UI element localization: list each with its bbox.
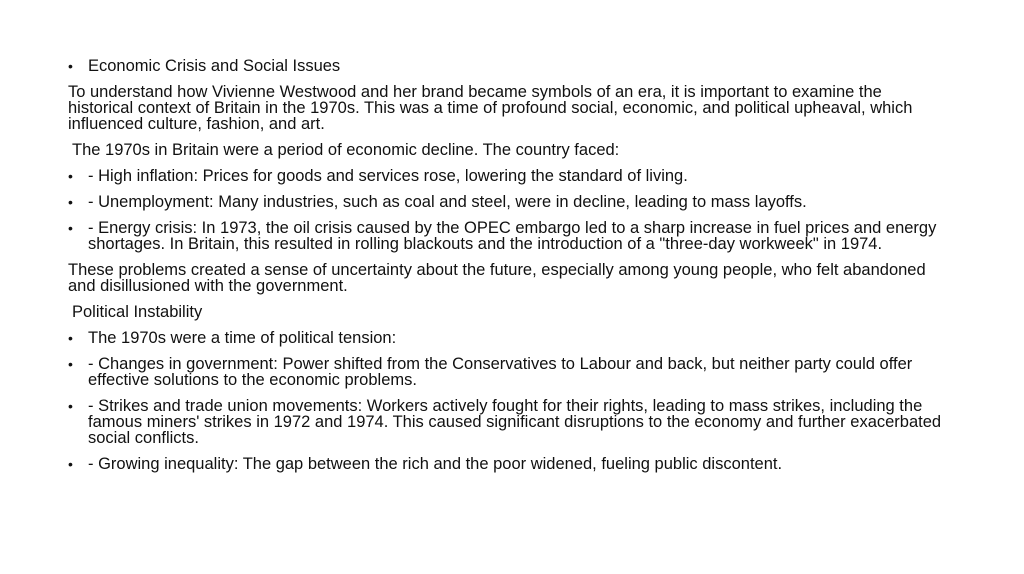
bullet-glyph: •	[68, 194, 73, 210]
bullet-item	[68, 330, 948, 346]
bullet-text: - Strikes and trade union movements: Workers actively fought for their rights, leading to mass strikes, including the famous miners' strikes in 1972 and 1974. This caused significant disruptions to the economy and further exacerbated social conflicts.	[88, 397, 942, 447]
bullet-item	[68, 456, 948, 472]
bullet-item	[68, 220, 948, 252]
slide-content	[68, 58, 948, 482]
bullet-item	[68, 356, 948, 388]
bullet-text: - Changes in government: Power shifted from the Conservatives to Labour and back, but neither party could offer effective solutions to the economic problems.	[88, 355, 913, 389]
paragraph: These problems created a sense of uncertainty about the future, especially among young people, who felt abandoned and disillusioned with the government.	[68, 261, 926, 295]
bullet-glyph: •	[68, 58, 73, 74]
paragraph: The 1970s in Britain were a period of economic decline. The country faced:	[72, 141, 620, 159]
bullet-text: - High inflation: Prices for goods and services rose, lowering the standard of living.	[88, 167, 688, 185]
bullet-item	[68, 398, 948, 446]
bullet-text: The 1970s were a time of political tension:	[88, 329, 397, 347]
bullet-text: - Energy crisis: In 1973, the oil crisis caused by the OPEC embargo led to a sharp increase in fuel prices and energy shortages. In Britain, this resulted in rolling blackouts and the introduction of a "three-day workweek" in 1974.	[88, 219, 937, 253]
bullet-item	[68, 58, 948, 74]
bullet-glyph: •	[68, 398, 73, 414]
paragraph: To understand how Vivienne Westwood and her brand became symbols of an era, it is important to examine the historical context of Britain in the 1970s. This was a time of profound social, economic, and political upheaval, which influenced culture, fashion, and art.	[68, 83, 913, 133]
bullet-glyph: •	[68, 456, 73, 472]
bullet-text: Economic Crisis and Social Issues	[88, 57, 341, 75]
bullet-text: - Growing inequality: The gap between the rich and the poor widened, fueling public discontent.	[88, 455, 783, 473]
bullet-text: - Unemployment: Many industries, such as coal and steel, were in decline, leading to mass layoffs.	[88, 193, 807, 211]
bullet-glyph: •	[68, 168, 73, 184]
bullet-glyph: •	[68, 356, 73, 372]
bullet-glyph: •	[68, 330, 73, 346]
paragraph: Political Instability	[72, 303, 203, 321]
bullet-item	[68, 168, 948, 184]
bullet-glyph: •	[68, 220, 73, 236]
bullet-item	[68, 194, 948, 210]
